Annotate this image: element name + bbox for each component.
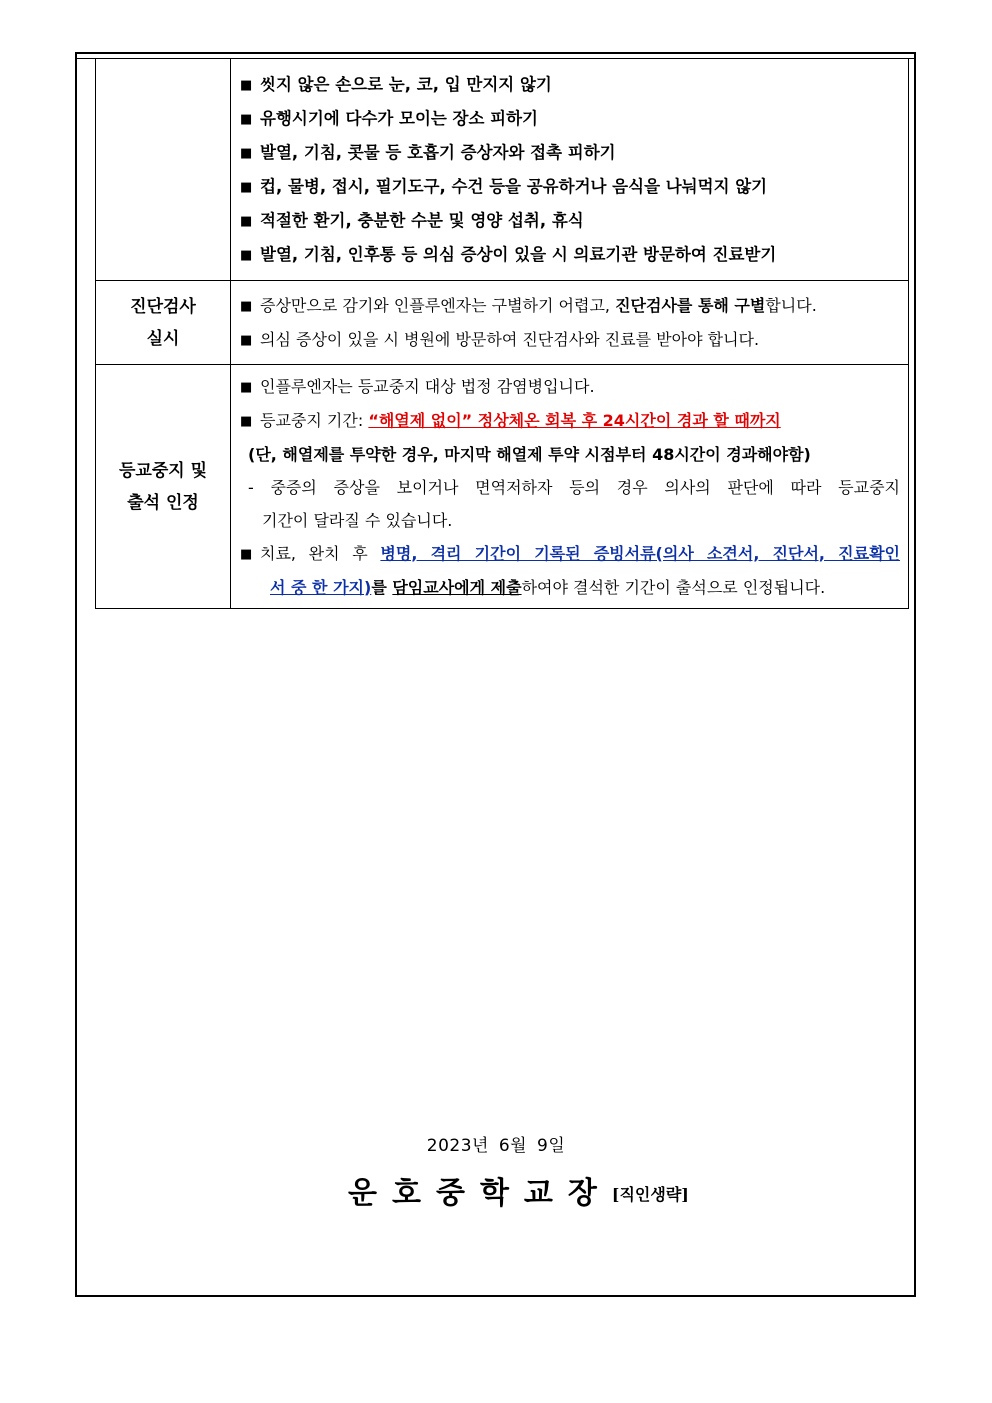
signature-block xyxy=(348,1168,689,1212)
diagnosis-row xyxy=(96,281,909,365)
absence-body-cell xyxy=(231,365,909,609)
severe-case-line1: - 중증의 증상을 보이거나 면역저하자 등의 경우 의사의 판단에 따라 등교중지 xyxy=(248,477,900,497)
diagnosis-body-cell xyxy=(231,281,909,365)
list-item: ■ 의심 증상이 있을 시 병원에 방문하여 진단검사와 진료를 받아야 합니다. xyxy=(240,323,900,357)
prevention-head-cell xyxy=(96,59,231,281)
date-day: 9일 xyxy=(537,1136,566,1156)
list-item: ■ 발열, 기침, 콧물 등 호흡기 증상자와 접촉 피하기 xyxy=(240,136,900,170)
issue-date xyxy=(0,1131,992,1156)
absence-item-3-cont: 서 중 한 가지)를 담임교사에게 제출하여야 결석한 기간이 출석으로 인정됩니다. xyxy=(270,577,826,597)
bullet-square-icon: ■ xyxy=(240,111,253,127)
seal-omitted-note: [직인생략] xyxy=(611,1185,689,1204)
absence-row xyxy=(96,365,909,609)
list-item: ■ 적절한 환기, 충분한 수분 및 영양 섭취, 휴식 xyxy=(240,204,900,238)
prevention-row xyxy=(96,59,909,281)
bullet-square-icon: ■ xyxy=(240,332,253,348)
emphasis-text: 진단검사를 통해 구별 xyxy=(615,295,766,315)
submit-to-teacher: 담임교사에게 제출 xyxy=(392,577,522,597)
absence-heading-line2: 출석 인정 xyxy=(127,492,199,513)
bullet-square-icon: ■ xyxy=(240,413,253,429)
school-principal-name: 운호중학교장 xyxy=(348,1176,612,1211)
list-item: ■ 유행시기에 다수가 모이는 장소 피하기 xyxy=(240,102,900,136)
document-requirement-cont: 서 중 한 가지) xyxy=(270,577,372,597)
absence-item-2: ■ 등교중지 기간: “해열제 없이” 정상체온 회복 후 24시간이 경과 할 때까지 xyxy=(240,404,900,438)
diagnosis-head-cell xyxy=(96,281,231,365)
list-item: ■ 증상만으로 감기와 인플루엔자는 구별하기 어렵고, 진단검사를 통해 구별합니다. xyxy=(240,289,900,323)
prevention-body-cell xyxy=(231,59,909,281)
absence-head-cell xyxy=(96,365,231,609)
notice-table xyxy=(95,58,909,609)
prevention-list xyxy=(240,68,900,272)
bullet-square-icon: ■ xyxy=(240,379,253,395)
date-month: 6월 xyxy=(498,1136,528,1156)
bullet-square-icon: ■ xyxy=(240,546,253,562)
date-year: 2023년 xyxy=(426,1136,489,1156)
bullet-square-icon: ■ xyxy=(240,179,253,195)
severe-case-line2: 기간이 달라질 수 있습니다. xyxy=(262,510,453,530)
list-item: ■ 씻지 않은 손으로 눈, 코, 입 만지지 않기 xyxy=(240,68,900,102)
diagnosis-heading-line2: 실시 xyxy=(146,328,180,349)
bullet-square-icon: ■ xyxy=(240,247,253,263)
fever-free-condition: “해열제 없이” 정상체온 회복 후 24시간이 경과 할 때까지 xyxy=(368,410,781,430)
bullet-square-icon: ■ xyxy=(240,213,253,229)
bullet-square-icon: ■ xyxy=(240,145,253,161)
antipyretic-note: (단, 해열제를 투약한 경우, 마지막 해열제 투약 시점부터 48시간이 경과해야함) xyxy=(248,444,811,464)
absence-item-3: ■ 치료, 완치 후 병명, 격리 기간이 기록된 증빙서류(의사 소견서, 진단서, 진료확인 xyxy=(240,537,900,571)
absence-heading-line1: 등교중지 및 xyxy=(118,460,208,481)
bullet-square-icon: ■ xyxy=(240,77,253,93)
absence-item-1: ■ 인플루엔자는 등교중지 대상 법정 감염병입니다. xyxy=(240,370,900,404)
diagnosis-list xyxy=(240,289,900,357)
bullet-square-icon: ■ xyxy=(240,298,253,314)
list-item: ■ 컵, 물병, 접시, 필기도구, 수건 등을 공유하거나 음식을 나눠먹지 않기 xyxy=(240,170,900,204)
document-requirement: 병명, 격리 기간이 기록된 증빙서류(의사 소견서, 진단서, 진료확인 xyxy=(380,543,900,563)
diagnosis-heading-line1: 진단검사 xyxy=(130,296,196,317)
list-item: ■ 발열, 기침, 인후통 등 의심 증상이 있을 시 의료기관 방문하여 진료받기 xyxy=(240,238,900,272)
